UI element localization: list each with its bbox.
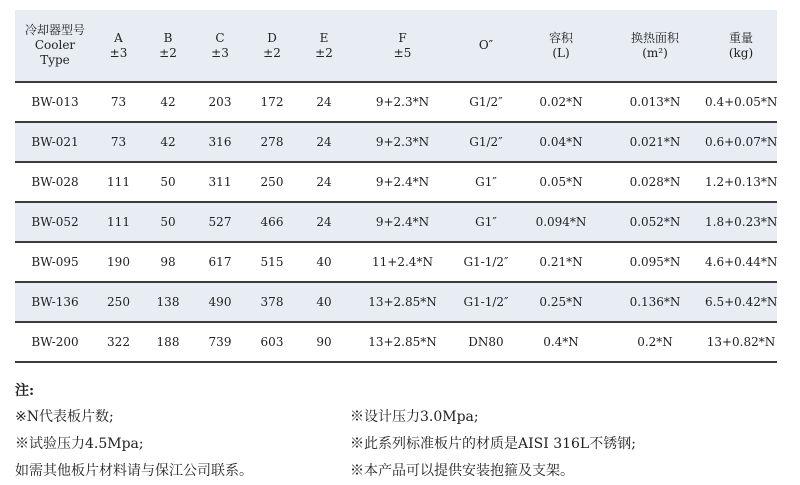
cell-b: 138 (156, 294, 180, 309)
cell-d: 172 (260, 94, 284, 109)
header-text: 换热面积 (630, 30, 679, 45)
note-item: 如需其他板片材料请与保江公司联系。 (15, 463, 253, 479)
cell-f: 9+2.4*N (375, 174, 430, 189)
header-text: (kg) (728, 45, 754, 60)
cell-c: 739 (208, 334, 232, 349)
header-text: (L) (552, 45, 570, 60)
header-text: 重量 (728, 30, 753, 45)
cell-b: 42 (160, 94, 176, 109)
cell-weight: 0.4+0.05*N (705, 94, 777, 109)
cell-o: G1″ (475, 214, 497, 229)
note-item: ※N代表板片数; (15, 409, 114, 425)
table-row (15, 83, 777, 123)
header-text: 冷却器型号 (24, 23, 85, 37)
note-item: ※设计压力3.0Mpa; (350, 409, 479, 425)
table-row (15, 163, 777, 203)
cell-type: BW-028 (31, 174, 79, 189)
cell-heat-area: 0.028*N (629, 174, 681, 189)
cell-a: 73 (110, 94, 127, 109)
table-header-row (15, 10, 777, 83)
cell-f: 13+2.85*N (368, 294, 437, 309)
cell-f: 11+2.4*N (372, 254, 433, 269)
cell-a: 111 (107, 214, 130, 229)
table-row (15, 243, 777, 283)
cell-c: 316 (208, 134, 232, 149)
cell-c: 203 (208, 94, 232, 109)
cell-e: 24 (316, 174, 332, 189)
cell-b: 188 (156, 334, 180, 349)
cell-type: BW-200 (31, 334, 79, 349)
cell-f: 9+2.4*N (375, 214, 430, 229)
cell-o: G1″ (475, 174, 497, 189)
cell-a: 250 (107, 294, 130, 309)
cell-d: 603 (260, 334, 284, 349)
header-heat-area (605, 31, 705, 61)
notes-title: 注: (15, 383, 35, 399)
cell-c: 490 (208, 294, 232, 309)
cell-o: G1/2″ (469, 134, 503, 149)
cell-volume: 0.21*N (539, 254, 583, 269)
notes-section (15, 380, 785, 485)
table-row (15, 203, 777, 243)
cell-f: 9+2.3*N (375, 134, 430, 149)
cell-e: 24 (316, 214, 332, 229)
cell-weight: 0.6+0.07*N (705, 134, 777, 149)
cell-volume: 0.04*N (539, 134, 583, 149)
header-text: E (319, 30, 329, 45)
cell-type: BW-013 (31, 94, 79, 109)
cell-o: G1/2″ (469, 94, 503, 109)
cell-a: 111 (107, 174, 130, 189)
header-text: ±3 (211, 45, 229, 60)
table-row (15, 123, 777, 163)
header-text: (m²) (642, 45, 668, 60)
cell-e: 24 (316, 134, 332, 149)
cell-o: G1-1/2″ (463, 295, 509, 309)
cell-c: 311 (208, 174, 232, 189)
header-text: F (398, 30, 407, 45)
cell-volume: 0.4*N (543, 334, 579, 349)
header-text: B (163, 30, 173, 45)
header-text: ±2 (315, 45, 333, 60)
cell-heat-area: 0.013*N (629, 94, 681, 109)
cell-b: 42 (160, 134, 176, 149)
header-text: Cooler (34, 38, 76, 52)
header-a (95, 31, 142, 61)
header-f (350, 31, 455, 61)
cell-volume: 0.02*N (539, 94, 583, 109)
cell-e: 90 (316, 334, 332, 349)
header-cooler-type (15, 23, 95, 68)
cell-b: 50 (160, 174, 176, 189)
cell-heat-area: 0.2*N (637, 334, 673, 349)
cell-heat-area: 0.021*N (629, 134, 681, 149)
cell-heat-area: 0.052*N (629, 214, 681, 229)
cell-d: 250 (260, 174, 284, 189)
cooler-spec-table (15, 10, 777, 363)
header-e (298, 31, 350, 61)
cell-f: 13+2.85*N (368, 334, 437, 349)
note-item: ※本产品可以提供安装抱箍及支架。 (350, 463, 574, 479)
header-c (194, 31, 246, 61)
cell-e: 40 (316, 254, 332, 269)
table-row (15, 283, 777, 323)
cell-d: 278 (260, 134, 284, 149)
header-text: ±5 (393, 45, 412, 60)
cell-c: 527 (208, 214, 232, 229)
cell-f: 9+2.3*N (375, 94, 430, 109)
cell-weight: 13+0.82*N (706, 334, 776, 349)
cell-type: BW-136 (31, 294, 79, 309)
cell-o: G1-1/2″ (463, 255, 509, 269)
cell-heat-area: 0.095*N (629, 254, 681, 269)
cell-type: BW-095 (31, 254, 79, 269)
cell-heat-area: 0.136*N (629, 294, 681, 309)
cell-weight: 6.5+0.42*N (705, 294, 777, 309)
header-text: 容积 (548, 30, 573, 45)
cell-a: 73 (110, 134, 127, 149)
cell-weight: 1.8+0.23*N (705, 214, 777, 229)
header-text: D (267, 30, 277, 45)
header-b (142, 31, 194, 61)
cell-a: 190 (107, 254, 130, 269)
cell-volume: 0.094*N (535, 214, 587, 229)
cell-d: 378 (260, 294, 284, 309)
cell-weight: 1.2+0.13*N (705, 174, 777, 189)
header-text: Type (40, 53, 70, 67)
header-text: O″ (478, 38, 494, 52)
header-text: C (215, 30, 225, 45)
cell-type: BW-021 (31, 134, 79, 149)
cell-e: 40 (316, 294, 332, 309)
note-item: ※试验压力4.5Mpa; (15, 436, 144, 452)
cell-d: 515 (260, 254, 284, 269)
cell-volume: 0.05*N (539, 174, 583, 189)
cell-b: 50 (160, 214, 176, 229)
cell-type: BW-052 (31, 214, 79, 229)
cell-volume: 0.25*N (539, 294, 583, 309)
cell-b: 98 (160, 254, 176, 269)
header-d (246, 31, 298, 61)
note-item: ※此系列标准板片的材质是AISI 316L不锈钢; (350, 436, 636, 452)
cell-d: 466 (260, 214, 284, 229)
cell-e: 24 (316, 94, 332, 109)
header-text: ±2 (159, 45, 177, 60)
header-weight (705, 31, 777, 61)
header-o (455, 38, 517, 53)
table-row (15, 323, 777, 363)
notes-list (15, 404, 785, 485)
cell-o: DN80 (468, 334, 504, 349)
header-text: ±2 (263, 45, 281, 60)
cell-a: 322 (107, 334, 130, 349)
header-volume (517, 31, 605, 61)
cell-weight: 4.6+0.44*N (705, 254, 777, 269)
cell-c: 617 (208, 254, 232, 269)
header-text: A (114, 30, 123, 45)
header-text: ±3 (109, 45, 128, 60)
